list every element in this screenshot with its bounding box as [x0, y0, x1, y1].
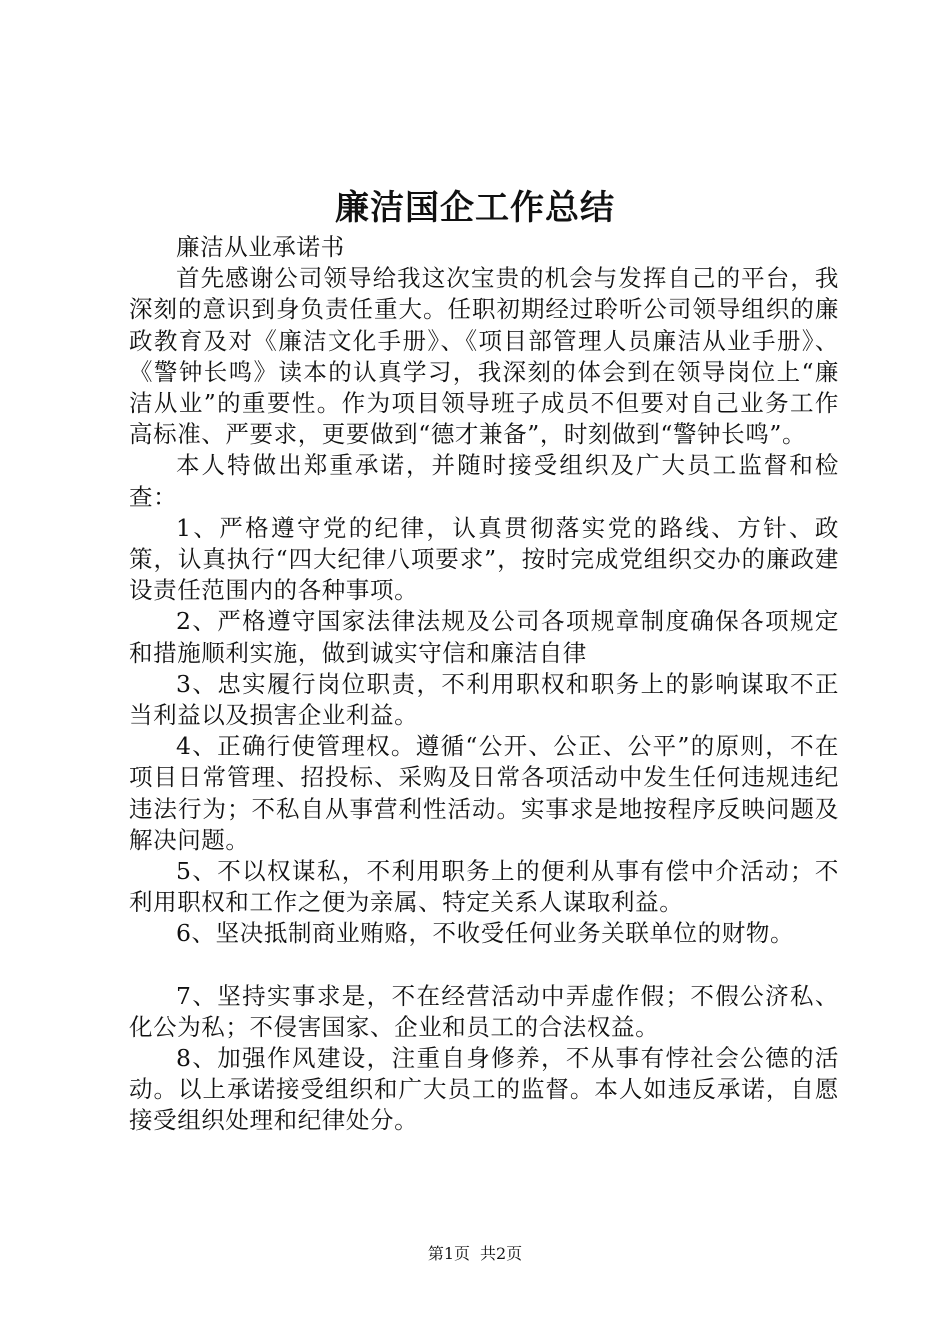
paragraph-item-8: 8、加强作风建设，注重自身修养，不从事有悖社会公德的活动。以上承诺接受组织和广大员工的监督。本人如违反承诺，自愿接受组织处理和纪律处分。	[129, 1044, 839, 1135]
paragraph-item-3: 3、忠实履行岗位职责，不利用职权和职务上的影响谋取不正当利益以及损害企业利益。	[129, 669, 839, 730]
paragraph-item-1: 1、严格遵守党的纪律，认真贯彻落实党的路线、方针、政策，认真执行“四大纪律八项要求”，按时完成党组织交办的廉政建设责任范围内的各种事项。	[129, 513, 839, 605]
paragraph-intro: 首先感谢公司领导给我这次宝贵的机会与发挥自己的平台，我深刻的意识到身负责任重大。任职初期经过聆听公司领导组织的廉政教育及对《廉洁文化手册》、《项目部管理人员廉洁从业手册》、《警钟长鸣》读本的认真学习，我深刻的体会到在领导岗位上“廉洁从业”的重要性。作为项目领导班子成员不但要对自己业务工作高标准、严要求，更要做到“德才兼备”，时刻做到“警钟长鸣”。	[129, 264, 839, 449]
paragraph-commitment: 本人特做出郑重承诺，并随时接受组织及广大员工监督和检查：	[129, 451, 839, 511]
page-number: 第1页	[427, 1244, 470, 1263]
paragraph-item-2: 2、严格遵守国家法律法规及公司各项规章制度确保各项规定和措施顺利实施，做到诚实守信和廉洁自律	[129, 607, 839, 667]
page-footer	[0, 1243, 950, 1265]
paragraph-item-7: 7、坚持实事求是，不在经营活动中弄虚作假；不假公济私、化公为私；不侵害国家、企业和员工的合法权益。	[129, 981, 839, 1041]
paragraph-heading: 廉洁从业承诺书	[176, 233, 345, 261]
paragraph-item-5: 5、不以权谋私，不利用职务上的便利从事有偿中介活动；不利用职权和工作之便为亲属、特定关系人谋取利益。	[129, 857, 839, 917]
page-total: 共2页	[480, 1244, 523, 1263]
paragraph-item-6: 6、坚决抵制商业贿赂，不收受任何业务关联单位的财物。	[176, 919, 795, 948]
document-body	[129, 232, 839, 1137]
document-title: 廉洁国企工作总结	[335, 188, 615, 228]
paragraph-item-4: 4、正确行使管理权。遵循“公开、公正、公平”的原则，不在项目日常管理、招投标、采购及日常各项活动中发生任何违规违纪违法行为；不私自从事营利性活动。实事求是地按程序反映问题及解决问题。	[129, 732, 839, 854]
